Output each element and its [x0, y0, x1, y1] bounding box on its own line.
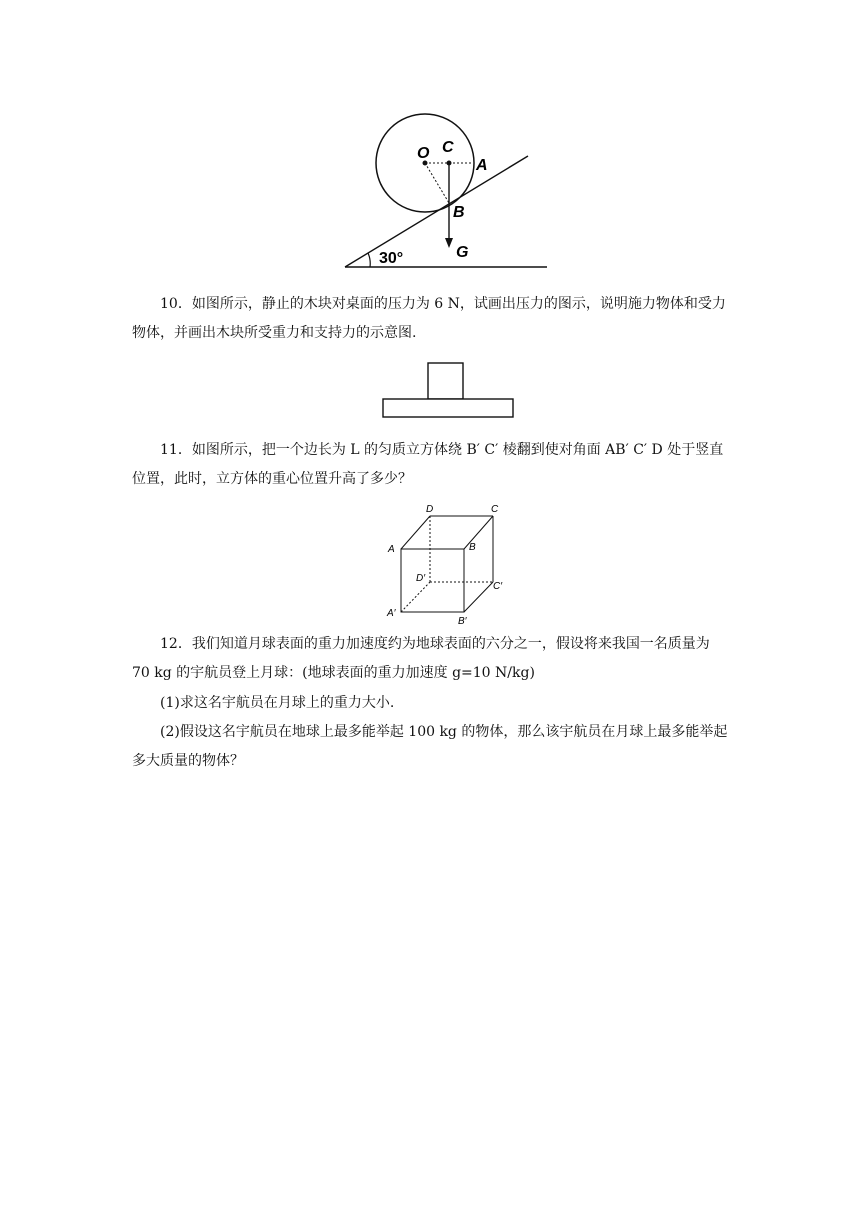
point-C [447, 161, 452, 166]
edge-A1D1-hidden [401, 582, 430, 612]
label-angle: 30° [379, 250, 404, 267]
edge-B1C1 [464, 582, 493, 612]
incline-line [345, 156, 528, 267]
incline-ball-figure [340, 112, 555, 274]
block-on-table-figure [382, 362, 516, 420]
gravity-arrowhead [445, 238, 453, 248]
question-12-intro: 12．我们知道月球表面的重力加速度约为地球表面的六分之一，假设将来我国一名质量为 70 kg 的宇航员登上月球：(地球表面的重力加速度 g=10 N/kg) [132, 636, 710, 681]
wood-block [428, 363, 463, 399]
label-C-prime: C′ [493, 581, 503, 592]
table-top [383, 399, 513, 417]
question-12-part-1: (1)求这名宇航员在月球上的重力大小. [160, 695, 395, 711]
label-C: C [442, 139, 454, 156]
question-10: 10．如图所示，静止的木块对桌面的压力为 6 N，试画出压力的图示，说明施力物体和受力物体，并画出木块所受重力和支持力的示意图. [132, 296, 726, 341]
label-O: O [417, 145, 430, 162]
question-12-part-2: (2)假设这名宇航员在地球上最多能举起 100 kg 的物体，那么该宇航员在月球上最多能举起多大质量的物体？ [132, 724, 728, 769]
label-A-prime: A′ [387, 608, 396, 619]
label-D-prime: D′ [416, 573, 426, 584]
label-A: A [388, 544, 395, 555]
label-B-prime: B′ [458, 616, 467, 626]
edge-AD [401, 516, 430, 549]
question-11: 11．如图所示，把一个边长为 L 的匀质立方体绕 B′ C′ 棱翻到使对角面 AB′ C′ D 处于竖直位置，此时，立方体的重心位置升高了多少？ [132, 442, 724, 487]
cube-figure [383, 500, 513, 626]
label-G: G [456, 244, 469, 261]
label-B: B [469, 542, 476, 553]
label-A: A [476, 157, 488, 174]
label-B: B [453, 204, 465, 221]
radius-OB [425, 163, 449, 203]
angle-arc [368, 253, 370, 267]
label-C: C [491, 504, 499, 515]
label-D: D [426, 504, 434, 515]
